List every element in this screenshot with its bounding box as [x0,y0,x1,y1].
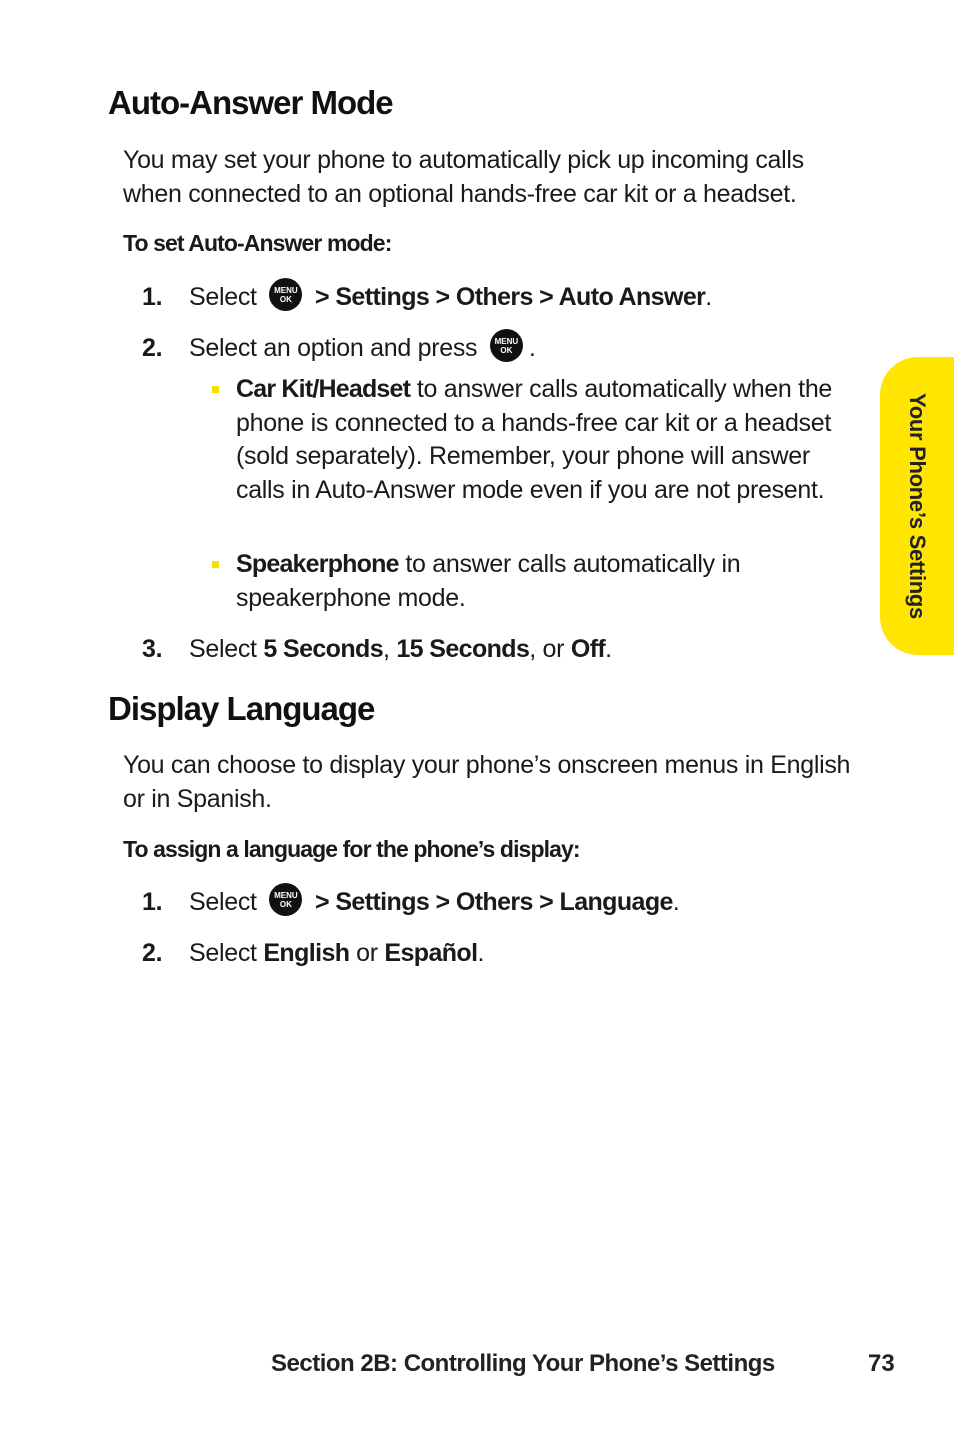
auto-answer-step-1: 1. Select MENU OK > Settings > Others > Auto Answer. [142,280,712,315]
option-5-seconds: 5 Seconds [263,635,383,663]
menu-ok-key-icon: MENU OK [269,883,302,916]
option-description: to answer calls automatically when the phone is connected to a hands-free car kit or a headset (sold separately). Remember, your phone will answer calls in Auto-Answer mode even if you are not present. [236,375,833,504]
display-language-subhead: To assign a language for the phone’s display: [123,836,580,862]
option-15-seconds: 15 Seconds [396,635,530,663]
heading-display-language: Display Language [108,690,375,727]
option-description: to answer calls automatically in speakerphone mode. [236,550,741,612]
option-english: English [263,939,350,967]
heading-auto-answer-mode: Auto-Answer Mode [108,84,393,121]
bullet-square-icon [212,561,219,568]
menu-path: > Settings > Others > Auto Answer [315,283,706,311]
bullet-square-icon [212,386,219,393]
section-tab-label: Your Phone’s Settings [905,393,930,619]
menu-ok-key-icon: MENU OK [269,278,302,311]
bullet-car-kit-headset [212,373,862,507]
option-espanol: Español [384,939,478,967]
step-number: 3. [142,635,163,663]
display-language-step-1: 1. Select MENU OK > Settings > Others > Language. [142,885,679,920]
auto-answer-step-3: 3. Select 5 Seconds, 15 Seconds, or Off. [142,632,612,666]
auto-answer-intro: You may set your phone to automatically pick up incoming calls when connected to an optional hands-free car kit or a headset. [123,146,804,208]
footer-section-title: Section 2B: Controlling Your Phone’s Settings [271,1350,775,1377]
display-language-step-2: 2. Select English or Español. [142,936,484,970]
step-text: Select [189,635,257,663]
step-number: 2. [142,334,163,362]
step-number: 1. [142,283,163,311]
step-text: Select an option and press [189,334,478,362]
menu-path: > Settings > Others > Language [315,888,673,916]
auto-answer-subhead: To set Auto-Answer mode: [123,230,392,256]
page-number: 73 [868,1350,895,1377]
menu-ok-key-icon: MENU OK [490,329,523,362]
option-term: Speakerphone [236,550,399,578]
step-text: Select [189,283,257,311]
step-text: Select [189,939,257,967]
auto-answer-step-2: 2. Select an option and press MENU OK . [142,331,536,366]
display-language-intro: You can choose to display your phone’s onscreen menus in English or in Spanish. [123,751,851,813]
section-side-tab [880,357,954,655]
option-off: Off [570,635,606,663]
step-number: 1. [142,888,163,916]
step-number: 2. [142,939,163,967]
step-text: Select [189,888,257,916]
option-term: Car Kit/Headset [236,375,411,403]
bullet-speakerphone [212,548,862,615]
